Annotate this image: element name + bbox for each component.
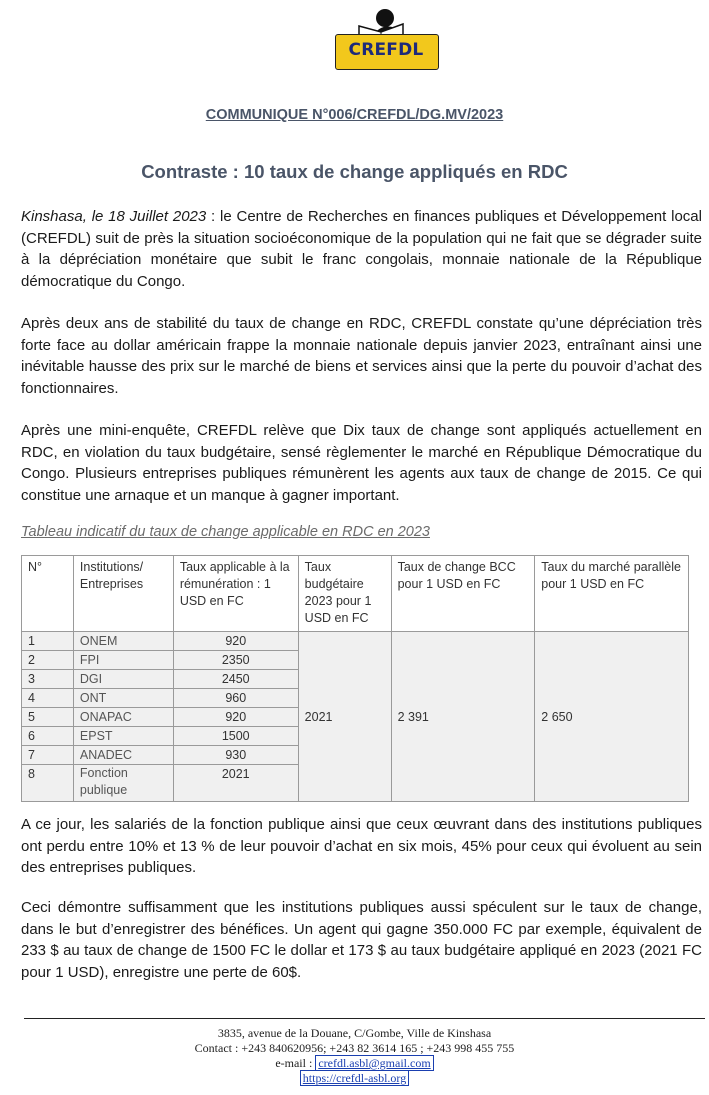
table-header-row [22,556,689,632]
table-caption: Tableau indicatif du taux de change applicable en RDC en 2023 [21,524,430,540]
row-number: 8 [22,765,74,802]
header-bcc-rate: Taux de change BCC pour 1 USD en FC [391,556,535,632]
row-rate: 1500 [173,727,298,746]
footer-contact: Contact : +243 840620956; +243 82 3614 165 ; +243 998 455 755 [194,1041,515,1055]
row-institution: Fonction publique [73,765,173,802]
email-label: e-mail : [275,1056,316,1070]
footer-address: 3835, avenue de la Douane, C/Gombe, Ville de Kinshasa [217,1026,492,1040]
paragraph-intro [21,206,702,292]
logo-text: CREFDL [348,40,424,60]
row-rate: 2021 [173,765,298,802]
row-institution: ONT [73,689,173,708]
row-number: 3 [22,670,74,689]
parallel-rate-value: 2 650 [535,632,689,802]
footer-website-line [0,1071,709,1086]
row-rate: 920 [173,708,298,727]
row-rate: 2350 [173,651,298,670]
table-row [22,632,689,651]
row-rate: 920 [173,632,298,651]
row-number: 4 [22,689,74,708]
header-institutions: Institutions/ Entreprises [73,556,173,632]
bcc-rate-value: 2 391 [391,632,535,802]
header-parallel-rate: Taux du marché parallèle pour 1 USD en FC [535,556,689,632]
header-remuneration-rate: Taux applicable à la rémunération : 1 USD en FC [173,556,298,632]
paragraph-purchasing-power: A ce jour, les salariés de la fonction publique ainsi que ceux œuvrant dans des institutions publiques ont perdu entre 10% et 13 % de leur pouvoir d’achat en six mois, 45% pour ceux qui évoluent au sein des entreprises publiques. [21,816,702,876]
exchange-rate-table [21,555,689,802]
website-link[interactable]: https://crefdl-asbl.org [300,1070,409,1086]
header-budget-rate: Taux budgétaire 2023 pour 1 USD en FC [298,556,391,632]
row-institution: FPI [73,651,173,670]
intro-text: : le Centre de Recherches en finances publiques et Développement local (CREFDL) suit de près la situation socioéconomique de la population qui ne fait que se dégrader suite à la dépréciation monétaire que subit le franc congolais, monnaie nationale de la République démocratique du Congo. [21,208,702,290]
row-number: 7 [22,746,74,765]
row-institution: DGI [73,670,173,689]
row-institution: ONEM [73,632,173,651]
row-rate: 960 [173,689,298,708]
row-institution: ONAPAC [73,708,173,727]
dateline: Kinshasa, le 18 Juillet 2023 [21,208,207,225]
footer-divider [24,1018,705,1019]
row-number: 2 [22,651,74,670]
email-link[interactable]: crefdl.asbl@gmail.com [315,1055,433,1071]
row-institution: EPST [73,727,173,746]
header-number: N° [22,556,74,632]
row-rate: 930 [173,746,298,765]
row-institution: ANADEC [73,746,173,765]
row-number: 5 [22,708,74,727]
paragraph-survey: Après une mini-enquête, CREFDL relève que Dix taux de change sont appliqués actuellement en RDC, en violation du taux budgétaire, sensé règlementer le marché en République Démocratique du Congo. Plusieurs entreprises publiques rémunèrent les agents aux taux de change de 2015. Ce qui constitue une arnaque et un manque à gagner important. [21,422,702,504]
paragraph-depreciation: Après deux ans de stabilité du taux de change en RDC, CREFDL constate qu’une dépréciation très forte face au dollar américain frappe la monnaie nationale depuis janvier 2023, entraînant ainsi une inévitable hausse des prix sur le marché de biens et services ainsi que la perte du pouvoir d’achat des fonctionnaires. [21,315,702,397]
communique-reference: COMMUNIQUE N°006/CREFDL/DG.MV/2023 [205,107,504,123]
row-number: 1 [22,632,74,651]
row-number: 6 [22,727,74,746]
budget-rate-value: 2021 [298,632,391,802]
paragraph-speculation: Ceci démontre suffisamment que les institutions publiques aussi spéculent sur le taux de change, dans le but d’enregistrer des bénéfices. Un agent qui gagne 350.000 FC par exemple, équivalent de 233 $ au taux de change de 1500 FC le dollar et 173 $ au taux budgétaire appliqué en 2023 (2021 FC pour 1 USD), enregistre une perte de 60$. [21,899,702,981]
crefdl-logo [331,8,441,70]
page-title: Contraste : 10 taux de change appliqués en RDC [141,161,568,182]
row-rate: 2450 [173,670,298,689]
footer-email-line [0,1056,709,1071]
